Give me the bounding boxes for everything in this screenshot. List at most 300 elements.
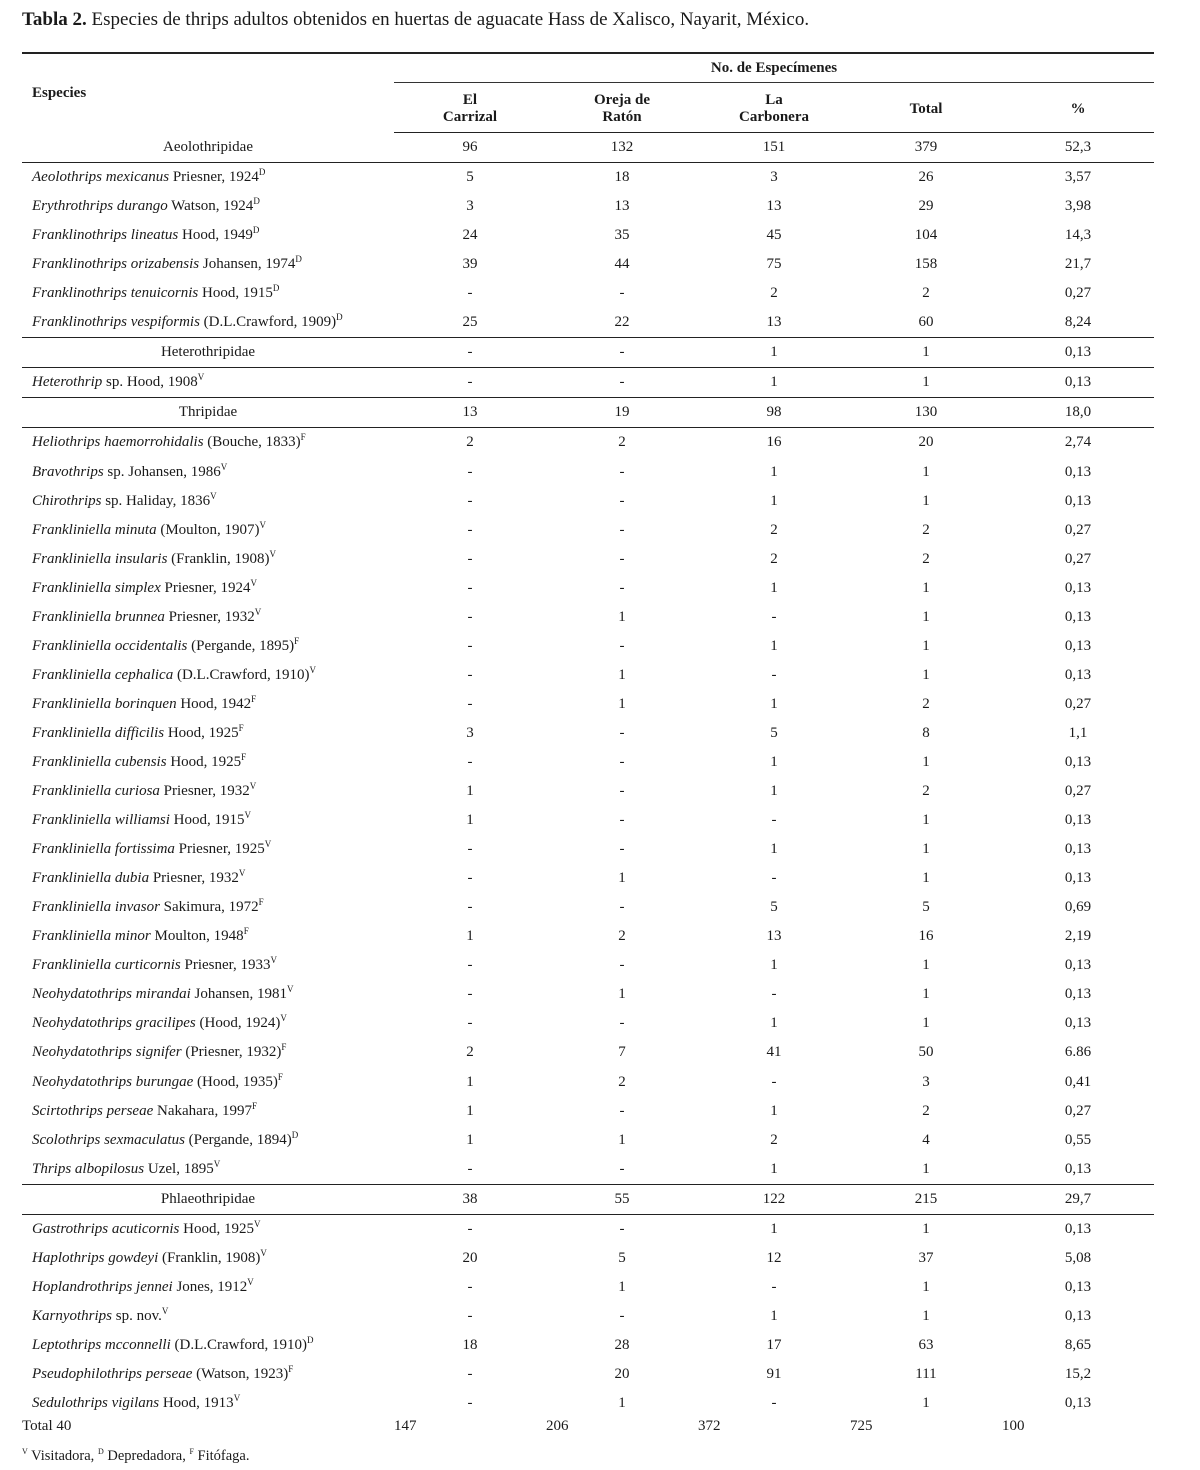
specimens-group-header: No. de Especímenes (394, 53, 1154, 83)
species-name (22, 545, 394, 574)
family-row (22, 1184, 1154, 1214)
cell-percent: 29,7 (1002, 1184, 1154, 1214)
footnote-f-sup: F (189, 1447, 194, 1457)
cell-percent: 2,74 (1064, 434, 1092, 451)
species-habit-sup: F (243, 926, 249, 937)
cell-total: 2 (922, 783, 930, 800)
species-binomial: Neohydatothrips signifer (32, 1044, 182, 1061)
species-binomial: Frankliniella fortissima (32, 841, 175, 858)
species-author: sp. Haliday, 1836 (101, 492, 211, 509)
cell-la-carbonera: 13 (766, 198, 782, 215)
species-row (22, 864, 1154, 893)
species-row (22, 1068, 1154, 1097)
total-total: 725 (850, 1418, 873, 1435)
cell-percent: 0,55 (1064, 1131, 1092, 1148)
species-author: Priesner, 1932 (164, 608, 255, 625)
cell-la-carbonera: - (771, 1395, 777, 1412)
cell-la-carbonera: 1 (770, 492, 778, 509)
species-name (22, 980, 394, 1009)
species-row (22, 1302, 1154, 1331)
cell-el-carrizal: - (467, 986, 473, 1003)
cell-total: 1 (922, 1307, 930, 1324)
cell-oreja-de-raton: 1 (618, 870, 626, 887)
species-name (22, 1389, 394, 1418)
species-row (22, 661, 1154, 690)
species-author: (D.L.Crawford, 1909) (199, 314, 337, 331)
total-la-carbonera: 372 (698, 1418, 721, 1435)
species-name (22, 279, 394, 308)
cell-total: 63 (918, 1336, 934, 1353)
species-habit-sup: D (258, 167, 266, 178)
cell-oreja-de-raton: 5 (618, 1249, 626, 1266)
species-author: Priesner, 1933 (180, 957, 271, 974)
header-line2: Ratón (602, 109, 642, 125)
species-binomial: Franklinothrips lineatus (32, 227, 179, 244)
cell-oreja-de-raton: - (619, 463, 625, 480)
cell-oreja-de-raton: - (546, 338, 698, 368)
species-row (22, 192, 1154, 221)
species-author: sp. Hood, 1908 (102, 374, 198, 391)
species-habit-sup: D (291, 1129, 299, 1140)
cell-percent: 0,13 (1064, 986, 1092, 1003)
cell-oreja-de-raton: 1 (618, 695, 626, 712)
cell-el-carrizal: - (467, 1278, 473, 1295)
cell-percent: 0,13 (1064, 1395, 1092, 1412)
cell-el-carrizal: 18 (462, 1336, 478, 1353)
cell-el-carrizal: - (467, 1395, 473, 1412)
species-binomial: Gastrothrips acuticornis (32, 1220, 180, 1237)
species-row (22, 1097, 1154, 1126)
species-habit-sup: F (294, 635, 300, 646)
cell-la-carbonera: 1 (698, 1155, 850, 1185)
species-habit-sup: F (251, 1100, 257, 1111)
cell-la-carbonera: 2 (770, 1131, 778, 1148)
species-author: Hood, 1925 (164, 724, 239, 741)
footnote-v-sup: V (22, 1447, 28, 1457)
species-author: Sakimura, 1972 (159, 899, 259, 916)
species-habit-sup: F (300, 432, 306, 443)
cell-percent: 3,57 (1064, 169, 1092, 186)
cell-oreja-de-raton: 13 (614, 198, 630, 215)
species-binomial: Frankliniella curiosa (32, 783, 160, 800)
species-habit-sup: V (250, 577, 258, 588)
cell-oreja-de-raton: - (619, 579, 625, 596)
species-binomial: Bravothrips (32, 463, 104, 480)
species-habit-sup: V (309, 664, 316, 675)
cell-el-carrizal: 2 (466, 1044, 474, 1061)
cell-total: 111 (915, 1365, 937, 1382)
species-author: (Franklin, 1908) (167, 550, 270, 567)
species-row (22, 748, 1154, 777)
species-row (22, 1360, 1154, 1389)
cell-la-carbonera: 5 (770, 899, 778, 916)
species-name (22, 1360, 394, 1389)
species-author: sp. nov. (112, 1307, 162, 1324)
species-name (22, 835, 394, 864)
cell-oreja-de-raton: 28 (614, 1336, 630, 1353)
cell-total: 1 (922, 1395, 930, 1412)
species-name (22, 1214, 394, 1244)
species-name (22, 603, 394, 632)
caption-label: Tabla 2. (22, 9, 87, 30)
species-author: Hood, 1949 (178, 227, 253, 244)
cell-la-carbonera: 1 (770, 1307, 778, 1324)
header-line1: Oreja de (594, 92, 650, 108)
species-habit-sup: F (258, 897, 264, 908)
cell-total: 26 (918, 169, 934, 186)
cell-la-carbonera: 3 (770, 169, 778, 186)
cell-total: 1 (922, 463, 930, 480)
cell-total: 1 (922, 957, 930, 974)
cell-percent: 8,24 (1002, 308, 1154, 338)
species-name (22, 1038, 394, 1067)
species-name (22, 368, 394, 398)
total-label: Total 40 (22, 1418, 72, 1435)
cell-la-carbonera: 98 (698, 398, 850, 428)
species-name (22, 192, 394, 221)
cell-percent: 0,13 (1064, 1278, 1092, 1295)
cell-percent: 0,27 (1064, 695, 1092, 712)
species-row (22, 690, 1154, 719)
family-row (22, 338, 1154, 368)
cell-oreja-de-raton: 19 (546, 398, 698, 428)
species-binomial: Frankliniella minor (32, 928, 151, 945)
cell-oreja-de-raton: - (619, 724, 625, 741)
species-name (22, 864, 394, 893)
species-name (22, 458, 394, 487)
cell-total: 1 (850, 1155, 1002, 1185)
cell-total: 1 (922, 637, 930, 654)
species-binomial: Leptothrips mcconnelli (32, 1336, 171, 1353)
cell-percent: 0,13 (1064, 870, 1092, 887)
species-row (22, 1038, 1154, 1067)
species-binomial: Neohydatothrips gracilipes (32, 1015, 196, 1032)
caption-text: Especies de thrips adultos obtenidos en huertas de aguacate Hass de Xalisco, Nayarit, México. (86, 9, 810, 30)
cell-total: 1 (922, 841, 930, 858)
cell-el-carrizal: - (467, 463, 473, 480)
cell-percent: 0,13 (1064, 666, 1092, 683)
cell-percent: 0,13 (1064, 1307, 1092, 1324)
cell-total: 1 (922, 1220, 930, 1237)
cell-oreja-de-raton: 44 (614, 256, 630, 273)
table-body (22, 133, 1154, 1419)
species-author: Hood, 1915 (198, 285, 273, 302)
cell-el-carrizal: 24 (462, 227, 478, 244)
cell-percent: 0,69 (1064, 899, 1092, 916)
species-habit-sup: V (260, 1247, 267, 1258)
cell-el-carrizal: 20 (462, 1249, 478, 1266)
cell-percent: 0,13 (1064, 579, 1092, 596)
species-author: Priesner, 1932 (149, 870, 239, 887)
species-name (22, 893, 394, 922)
cell-oreja-de-raton: - (619, 783, 625, 800)
species-binomial: Sedulothrips vigilans (32, 1395, 160, 1412)
cell-oreja-de-raton: - (546, 1155, 698, 1185)
cell-oreja-de-raton: - (619, 637, 625, 654)
cell-percent: 0,13 (1002, 368, 1154, 398)
cell-la-carbonera: 91 (766, 1365, 782, 1382)
header-row-group (22, 53, 1154, 83)
cell-percent: 0,27 (1064, 285, 1092, 302)
species-name (22, 719, 394, 748)
cell-el-carrizal: - (467, 492, 473, 509)
header-line1: El (462, 92, 478, 108)
cell-la-carbonera: - (771, 1073, 777, 1090)
species-binomial: Frankliniella simplex (32, 579, 161, 596)
cell-percent: 0,27 (1064, 783, 1092, 800)
species-binomial: Frankliniella difficilis (32, 724, 165, 741)
species-binomial: Frankliniella borinquen (32, 695, 177, 712)
cell-oreja-de-raton: 1 (618, 608, 626, 625)
species-habit-sup: V (264, 839, 272, 850)
species-binomial: Aeolothrips mexicanus (32, 169, 170, 186)
species-name (22, 221, 394, 250)
species-habit-sup: V (247, 1276, 254, 1287)
cell-el-carrizal: 3 (466, 198, 474, 215)
cell-total: 29 (918, 198, 934, 215)
species-row (22, 922, 1154, 951)
cell-la-carbonera: - (771, 870, 777, 887)
species-binomial: Frankliniella occidentalis (32, 637, 188, 654)
cell-la-carbonera: - (771, 1278, 777, 1295)
column-header-la-carbonera (698, 83, 850, 133)
cell-total: 5 (922, 899, 930, 916)
species-binomial: Frankliniella dubia (32, 870, 150, 887)
cell-percent: 3,98 (1064, 198, 1092, 215)
cell-el-carrizal: - (467, 870, 473, 887)
cell-percent: 52,3 (1002, 133, 1154, 163)
cell-oreja-de-raton: - (619, 1102, 625, 1119)
species-binomial: Scirtothrips perseae (32, 1102, 154, 1119)
cell-total: 1 (922, 870, 930, 887)
header-line2: Carbonera (739, 109, 809, 125)
cell-oreja-de-raton: - (619, 1220, 625, 1237)
species-binomial: Heterothrip (32, 374, 103, 391)
cell-total: 20 (918, 434, 934, 451)
species-name (22, 690, 394, 719)
species-habit-sup: V (238, 868, 246, 879)
cell-total: 2 (922, 550, 930, 567)
species-habit-sup: V (254, 606, 262, 617)
total-el-carrizal: 147 (394, 1418, 417, 1435)
species-row (22, 308, 1154, 338)
cell-total: 2 (922, 695, 930, 712)
species-name (22, 574, 394, 603)
cell-la-carbonera: 1 (770, 957, 778, 974)
species-habit-sup: V (244, 810, 252, 821)
cell-la-carbonera: 5 (770, 724, 778, 741)
species-row (22, 893, 1154, 922)
cell-total: 3 (922, 1073, 930, 1090)
cell-la-carbonera: 151 (698, 133, 850, 163)
cell-oreja-de-raton: - (619, 812, 625, 829)
cell-percent: 14,3 (1064, 227, 1092, 244)
cell-percent: 0,13 (1064, 841, 1092, 858)
cell-la-carbonera: 1 (770, 1102, 778, 1119)
cell-la-carbonera: 1 (770, 754, 778, 770)
cell-la-carbonera: 12 (766, 1249, 782, 1266)
species-name (22, 428, 394, 458)
cell-el-carrizal: - (467, 1365, 473, 1382)
species-author: (Hood, 1935) (193, 1073, 278, 1090)
cell-la-carbonera: - (771, 666, 777, 683)
cell-percent: 0,27 (1064, 1102, 1092, 1119)
cell-total: 1 (922, 1015, 930, 1032)
cell-total: 130 (850, 398, 1002, 428)
cell-percent: 2,19 (1064, 928, 1092, 945)
species-name (22, 777, 394, 806)
species-habit-sup: V (210, 490, 217, 501)
species-habit-sup: V (161, 1305, 169, 1316)
species-binomial: Franklinothrips vespiformis (32, 314, 200, 331)
species-row (22, 835, 1154, 864)
cell-la-carbonera: - (771, 608, 777, 625)
footnote-d-text: Depredadora, (103, 1448, 190, 1464)
column-header-total (850, 83, 1002, 133)
cell-el-carrizal: - (467, 637, 473, 654)
species-habit-sup: D (253, 196, 260, 207)
cell-total: 2 (922, 521, 930, 538)
cell-oreja-de-raton: - (619, 841, 625, 858)
cell-total: 1 (922, 1278, 930, 1295)
cell-total: 1 (922, 986, 930, 1003)
cell-oreja-de-raton: 1 (618, 1278, 626, 1295)
species-binomial: Franklinothrips tenuicornis (32, 285, 199, 302)
cell-el-carrizal: 2 (466, 434, 474, 451)
species-row (22, 221, 1154, 250)
cell-el-carrizal: 5 (466, 169, 474, 186)
cell-el-carrizal: - (467, 754, 473, 770)
species-binomial: Hoplandrothrips jennei (32, 1278, 173, 1295)
species-author: (Bouche, 1833) (203, 434, 301, 451)
species-author: (Franklin, 1908) (158, 1249, 261, 1266)
species-author: Johansen, 1981 (190, 986, 288, 1003)
species-habit-sup: V (287, 984, 294, 995)
cell-oreja-de-raton: 1 (618, 1395, 626, 1412)
cell-total: 37 (918, 1249, 934, 1266)
species-author: Watson, 1924 (167, 198, 254, 215)
cell-oreja-de-raton: - (619, 899, 625, 916)
species-name (22, 1068, 394, 1097)
cell-total: 16 (918, 928, 934, 945)
total-row (22, 1418, 1154, 1435)
cell-el-carrizal: - (467, 666, 473, 683)
cell-percent: 0,13 (1064, 492, 1092, 509)
species-binomial: Frankliniella invasor (32, 899, 160, 916)
cell-percent: 5,08 (1064, 1249, 1092, 1266)
species-habit-sup: D (295, 254, 302, 265)
cell-oreja-de-raton: - (619, 550, 625, 567)
cell-percent: 0,13 (1064, 463, 1092, 480)
species-author: (Moulton, 1907) (156, 521, 260, 538)
cell-el-carrizal: 3 (466, 724, 474, 741)
cell-el-carrizal: - (467, 521, 473, 538)
species-author: Priesner, 1932 (159, 783, 250, 800)
species-author: (Pergande, 1894) (184, 1131, 292, 1148)
cell-total: 104 (914, 227, 938, 244)
cell-percent: 0,13 (1064, 957, 1092, 974)
cell-el-carrizal: - (467, 1220, 473, 1237)
species-habit-sup: F (281, 1042, 287, 1053)
species-row (22, 806, 1154, 835)
species-name (22, 1126, 394, 1155)
cell-el-carrizal: - (467, 1307, 473, 1324)
species-habit-sup: D (306, 1334, 314, 1345)
cell-total: 379 (850, 133, 1002, 163)
species-author: (Priesner, 1932) (181, 1044, 282, 1061)
cell-el-carrizal: - (394, 338, 546, 368)
species-habit-sup: D (272, 283, 280, 294)
cell-la-carbonera: 13 (766, 928, 782, 945)
cell-la-carbonera: 1 (770, 463, 778, 480)
column-header-oreja-de-raton (546, 83, 698, 133)
cell-total: 1 (850, 338, 1002, 368)
cell-total: 2 (922, 285, 930, 302)
cell-oreja-de-raton: 132 (546, 133, 698, 163)
cell-el-carrizal: - (467, 957, 473, 974)
cell-el-carrizal: 96 (394, 133, 546, 163)
species-name (22, 1155, 394, 1185)
species-name (22, 1331, 394, 1360)
cell-la-carbonera: 1 (770, 841, 778, 858)
species-binomial: Scolothrips sexmaculatus (32, 1131, 185, 1148)
cell-la-carbonera: 16 (766, 434, 782, 451)
cell-la-carbonera: 1 (770, 1015, 778, 1032)
species-row (22, 1126, 1154, 1155)
cell-el-carrizal: 13 (394, 398, 546, 428)
species-row (22, 368, 1154, 398)
cell-el-carrizal: 1 (466, 928, 474, 945)
cell-total: 60 (850, 308, 1002, 338)
species-binomial: Frankliniella cephalica (32, 666, 174, 683)
species-table (22, 52, 1154, 1435)
header-line2: % (1070, 100, 1086, 117)
species-row (22, 1214, 1154, 1244)
cell-total: 1 (922, 754, 930, 770)
species-author: Priesner, 1924 (160, 579, 251, 596)
cell-la-carbonera: 41 (766, 1044, 782, 1061)
cell-total: 2 (922, 1102, 930, 1119)
cell-percent: 0,13 (1064, 1220, 1092, 1237)
cell-total: 1 (850, 368, 1002, 398)
cell-oreja-de-raton: - (619, 492, 625, 509)
species-name (22, 748, 394, 777)
cell-la-carbonera: - (771, 812, 777, 829)
cell-la-carbonera: 45 (766, 227, 782, 244)
cell-percent: 6.86 (1064, 1044, 1092, 1061)
header-line2: Carrizal (442, 109, 498, 125)
species-name (22, 163, 394, 193)
species-name (22, 1097, 394, 1126)
footnote-f-text: Fitófaga. (193, 1448, 250, 1464)
cell-el-carrizal: 1 (466, 1131, 474, 1148)
cell-oreja-de-raton: 1 (618, 986, 626, 1003)
cell-la-carbonera: 1 (770, 695, 778, 712)
species-name (22, 516, 394, 545)
species-row (22, 1273, 1154, 1302)
cell-la-carbonera: 2 (770, 521, 778, 538)
species-habit-sup: V (213, 1158, 221, 1169)
species-row (22, 1389, 1154, 1418)
cell-oreja-de-raton: 1 (618, 1131, 626, 1148)
cell-percent: 0,13 (1064, 754, 1092, 770)
species-row (22, 1155, 1154, 1185)
cell-percent: 15,2 (1064, 1365, 1092, 1382)
cell-percent: 0,13 (1064, 608, 1092, 625)
footnote-d-sup: D (97, 1447, 104, 1457)
family-name: Heterothripidae (22, 338, 394, 368)
species-name (22, 806, 394, 835)
